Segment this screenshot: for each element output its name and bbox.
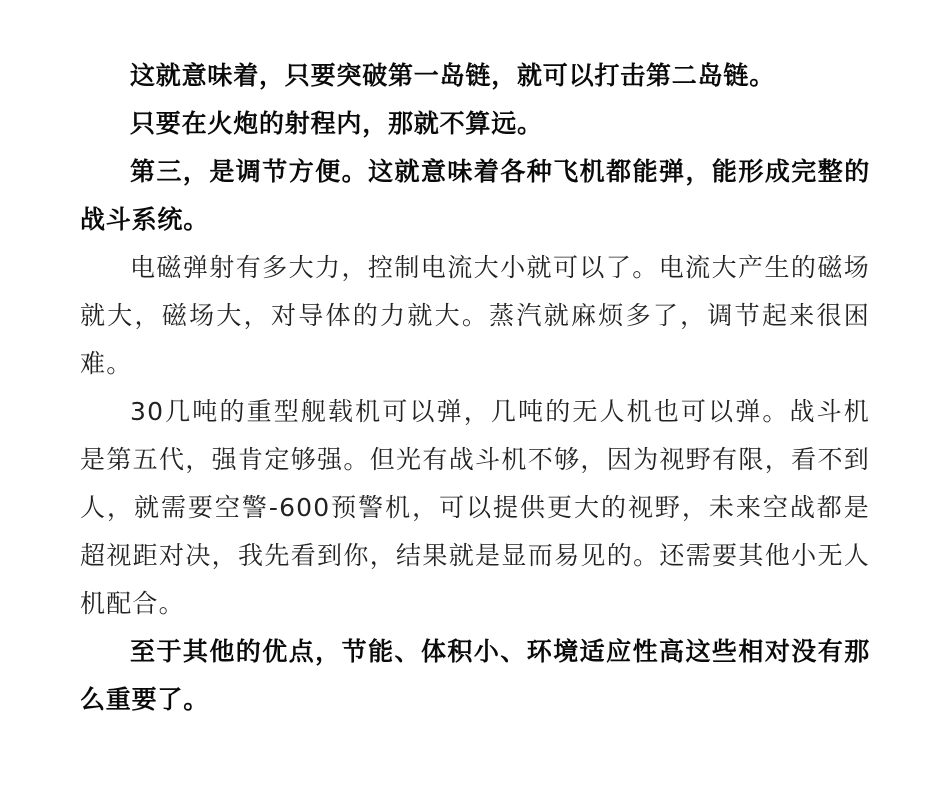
paragraph-artillery-range: 只要在火炮的射程内，那就不算远。 — [130, 109, 543, 138]
paragraph-aircraft-types: 30几吨的重型舰载机可以弹，几吨的无人机也可以弹。战斗机是第五代，强肯定够强。但光有战斗机不够，因为视野有限，看不到人，就需要空警-600预警机，可以提供更大的视野，未来空战都是超视距对决，我先看到你，结果就是显而易见的。还需要其他小无人机配合。 — [80, 397, 870, 618]
paragraph-other-advantages: 至于其他的优点，节能、体积小、环境适应性高这些相对没有那么重要了。 — [80, 637, 870, 714]
paragraph-electromagnetic-catapult: 电磁弹射有多大力，控制电流大小就可以了。电流大产生的磁场就大，磁场大，对导体的力就大。蒸汽就麻烦多了，调节起来很困难。 — [80, 253, 870, 378]
article-body — [80, 52, 870, 724]
paragraph-first-island-chain: 这就意味着，只要突破第一岛链，就可以打击第二岛链。 — [130, 61, 776, 90]
paragraph-easy-adjustment: 第三，是调节方便。这就意味着各种飞机都能弹，能形成完整的战斗系统。 — [80, 157, 870, 234]
